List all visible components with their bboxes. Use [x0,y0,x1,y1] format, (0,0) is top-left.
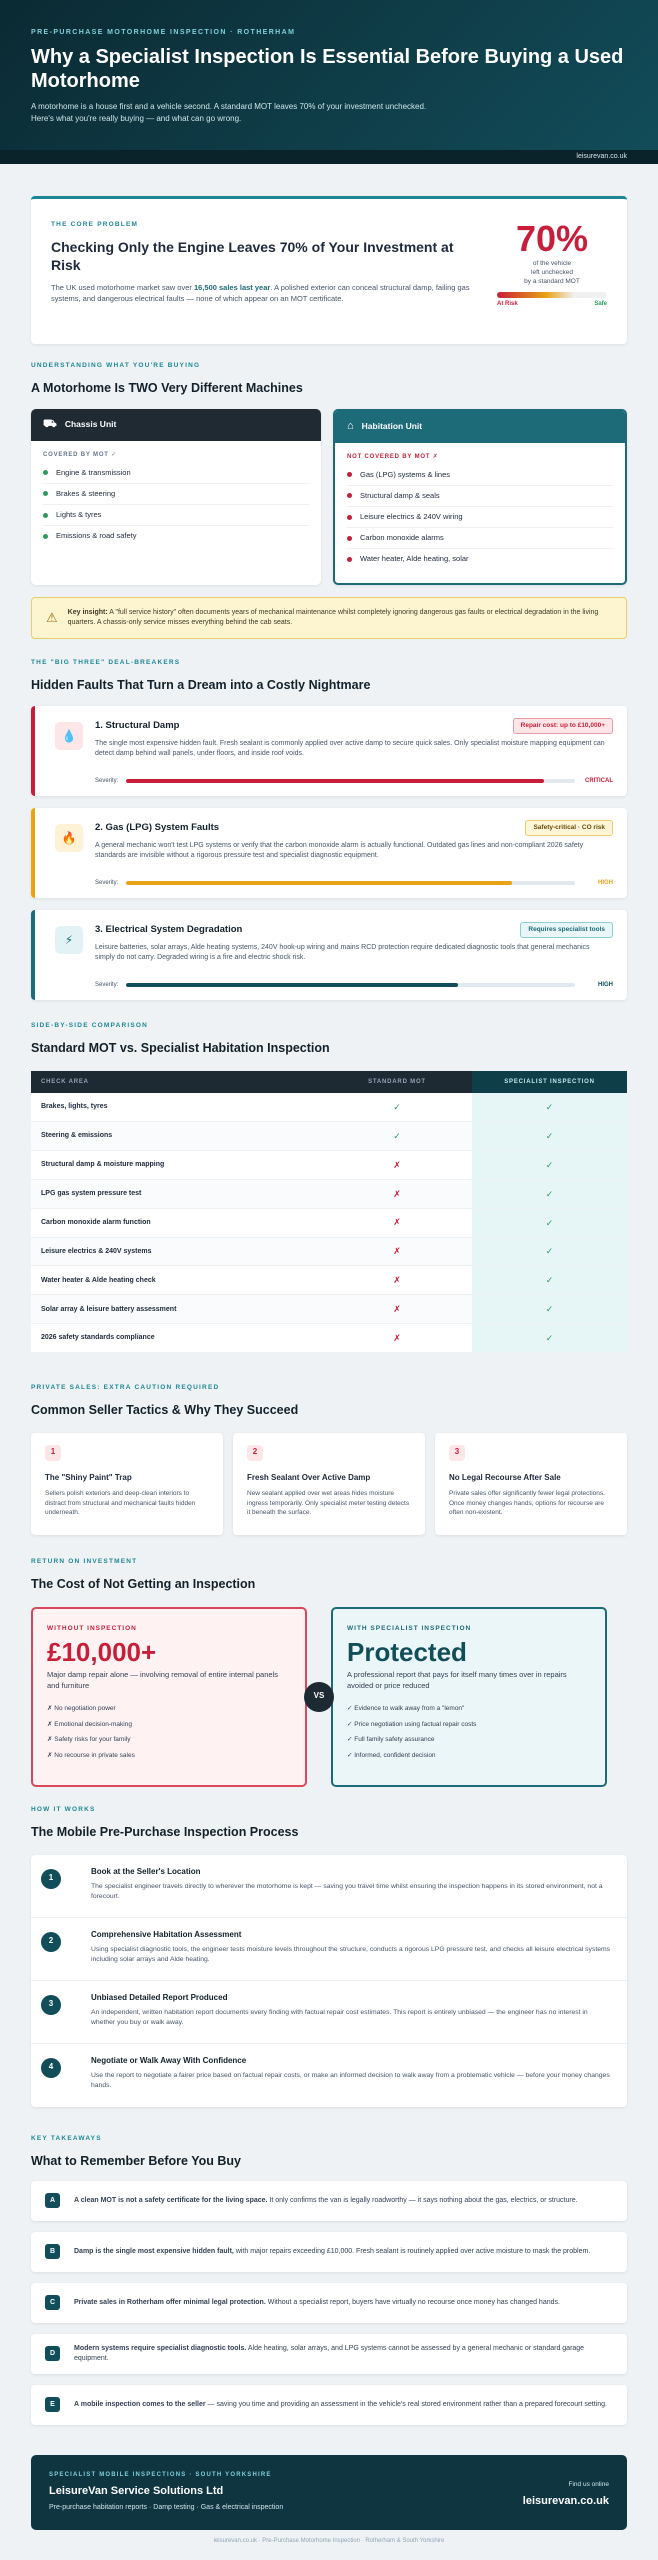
roi-list-item: ✓ Evidence to walk away from a "lemon" [347,1704,465,1712]
tactic-number: 3 [449,1445,465,1461]
table-row [31,1266,627,1295]
takeaways-list [31,2181,627,2425]
cross-icon: ✗ [393,1246,401,1257]
fault-text: A general mechanic won't test LPG systems or verify that the carbon monoxide alarm is actually functional. Outdated gas lines and non-compliant 2026 safety standards are invisible without a rigorous pressure test and specialist diagnostic equipment. [95,842,584,860]
bad-value: £10,000+ [47,1637,157,1668]
takeaways-title: What to Remember Before You Buy [31,2153,241,2168]
chassis-item [43,484,309,505]
bullet-dot-icon [347,493,352,498]
check-icon: ✓ [393,1101,401,1112]
check-area-cell: Structural damp & moisture mapping [31,1150,322,1179]
habitation-item-label: Gas (LPG) systems & lines [360,469,451,479]
fault-title: 3. Electrical System Degradation [95,923,243,935]
hero-intro-2: Here's what you're really buying — and what can go wrong. [31,114,242,124]
step-number: 3 [41,1995,61,2015]
cross-icon: ✗ [393,1159,401,1170]
footer-card [31,2455,627,2530]
tactic-title: Fresh Sealant Over Active Damp [247,1472,371,1482]
check-icon: ✓ [545,1188,554,1199]
severity-track [126,779,575,783]
faults-label: THE "BIG THREE" DEAL-BREAKERS [31,659,181,666]
chassis-coverage: COVERED BY MOT ✓ [43,451,118,458]
takeaway-letter: A [45,2193,60,2208]
bullet-dot-icon [347,472,352,477]
takeaway-item [31,2181,627,2221]
check-area-cell: Carbon monoxide alarm function [31,1208,322,1237]
stat-caption-2: left unchecked [531,269,573,276]
risk-label: At Risk [497,301,518,307]
step-text: The specialist engineer travels directly to wherever the motorhome is kept — saving you travel time whilst ensuring the inspection happens in its stored environment, not a forecourt. [91,1883,603,1901]
col-check-area: CHECK AREA [31,1071,322,1093]
specialist-cell [472,1208,627,1237]
habitation-item [347,486,613,507]
chassis-item-label: Brakes & steering [56,488,116,498]
bad-list [47,1701,291,1764]
process-title: The Mobile Pre-Purchase Inspection Process [31,1824,299,1839]
machines-title: A Motorhome Is TWO Very Different Machines [31,380,303,395]
takeaway-rest: — saving you time and providing an assessment in the vehicle's real stored environment rather than a prepared forecourt setting. [205,2400,607,2408]
bad-kicker: WITHOUT INSPECTION [47,1624,137,1632]
footer-kicker: SPECIALIST MOBILE INSPECTIONS · SOUTH YORKSHIRE [49,2472,272,2478]
stat-caption-1: of the vehicle [532,260,572,267]
table-row [31,1208,627,1237]
hero-intro-1: A motorhome is a house first and a vehicle second. A standard MOT leaves 70% of your investment unchecked. [31,102,427,112]
roi-list-item: ✗ Emotional decision-making [47,1720,132,1728]
takeaway-text [74,2400,607,2410]
takeaway-rest: with major repairs exceeding £10,000. Fresh sealant is routinely applied over active moisture to mask the problem. [233,2247,591,2255]
tactic-text: Sellers polish exteriors and deep-clean interiors to distract from structural and mechanical faults hidden underneath. [45,1490,196,1517]
takeaways-section [31,2135,627,2425]
takeaway-letter: E [45,2397,60,2412]
check-area-cell: Steering & emissions [31,1122,322,1151]
chassis-list [31,459,321,551]
hero-site-bar [0,150,658,164]
check-area-cell: 2026 safety standards compliance [31,1324,322,1353]
takeaway-item [31,2334,627,2374]
warning-icon: ⚠ [46,609,58,625]
chassis-item [43,463,309,484]
habitation-item-label: Water heater, Alde heating, solar [360,554,469,564]
habitation-item-label: Leisure electrics & 240V wiring [360,511,463,521]
droplet-icon: 💧 [55,722,83,750]
check-icon: ✓ [545,1275,554,1286]
truck-icon: ⛟ [43,418,57,431]
mot-cell [322,1122,472,1151]
tactic-title: The "Shiny Paint" Trap [45,1472,132,1482]
habitation-item-label: Structural damp & seals [360,490,440,500]
severity-label: Severity: [95,981,119,988]
tactic-number: 2 [247,1445,263,1461]
machines-label: UNDERSTANDING WHAT YOU'RE BUYING [31,362,201,369]
fault-tag: Repair cost: up to £10,000+ [513,718,613,735]
step-title: Book at the Seller's Location [91,1866,201,1876]
fault-tag: Requires specialist tools [520,922,613,939]
table-row [31,1324,627,1353]
takeaway-text [74,2196,578,2206]
severity-fill [126,983,458,987]
takeaway-letter: B [45,2244,60,2259]
hero-header [0,0,658,164]
compare-section [31,1022,627,1353]
mot-cell [322,1179,472,1208]
good-kicker: WITH SPECIALIST INSPECTION [347,1624,472,1632]
step-text: Using specialist diagnostic tools, the engineer tests moisture levels throughout the structure, conducts a rigorous LPG pressure test, and checks all leisure electrical systems including solar arrays and Alde heating. [91,1946,611,1964]
roi-list-item: ✓ Informed, confident decision [347,1752,436,1760]
stat-value: 70% [515,218,589,259]
takeaway-text [74,2344,613,2364]
takeaway-bold: Modern systems require specialist diagnostic tools. [74,2344,247,2352]
good-list [347,1701,591,1764]
bullet-dot-icon [43,491,48,496]
cross-icon: ✗ [393,1332,401,1343]
roi-label: RETURN ON INVESTMENT [31,1558,138,1565]
tactic-title: No Legal Recourse After Sale [449,1472,561,1482]
specialist-cell [472,1093,627,1122]
check-icon: ✓ [545,1246,554,1257]
fault-text: The single most expensive hidden fault. Fresh sealant is commonly applied over active damp to secure quick sales. Only specialist moisture mapping equipment can detect damp behind wall panels, under floors, and inside roof voids. [95,740,605,758]
core-label: THE CORE PROBLEM [51,221,139,228]
step-title: Unbiased Detailed Report Produced [91,1992,228,2002]
specialist-cell [472,1122,627,1151]
fault-card [31,808,627,898]
tactics-grid [31,1433,627,1535]
takeaway-item [31,2283,627,2323]
table-row [31,1295,627,1324]
mot-cell [322,1150,472,1179]
habitation-item [347,465,613,486]
table-row [31,1150,627,1179]
severity-level: HIGH [598,879,613,886]
bullet-dot-icon [43,513,48,518]
table-row [31,1122,627,1151]
tactic-card [233,1433,425,1535]
faults-section [31,659,627,1000]
vs-badge: VS [304,1682,334,1712]
specialist-cell [472,1237,627,1266]
habitation-title: Habitation Unit [361,420,423,431]
stat-caption-3: by a standard MOT [524,278,580,285]
table-row [31,1093,627,1122]
specialist-cell [472,1150,627,1179]
chassis-title: Chassis Unit [64,418,117,429]
process-step [31,2044,627,2107]
bullet-dot-icon [347,536,352,541]
step-title: Comprehensive Habitation Assessment [91,1929,242,1939]
takeaway-letter: C [45,2295,60,2310]
check-icon: ✓ [545,1217,554,1228]
roi-list-item: ✗ No recourse in private sales [47,1752,135,1760]
habitation-list [335,461,625,574]
core-title: Checking Only the Engine Leaves 70% of Your Investment at Risk [51,238,454,273]
tactics-title: Common Seller Tactics & Why They Succeed [31,1402,299,1417]
check-area-cell: Leisure electrics & 240V systems [31,1237,322,1266]
hero-intro [31,101,627,125]
process-section [31,1806,627,2107]
cross-icon: ✗ [393,1188,401,1199]
check-icon: ✓ [393,1130,401,1141]
roi-title: The Cost of Not Getting an Inspection [31,1576,256,1591]
takeaway-item [31,2232,627,2272]
key-insight-box [31,597,627,639]
page-title: Why a Specialist Inspection Is Essential Before Buying a Used Motorhome [31,46,624,93]
lightning-icon: ⚡ [55,926,83,954]
footer-site-link[interactable]: leisurevan.co.uk [522,2494,609,2507]
tactic-text: Private sales offer significantly fewer legal protections. Once money changes hands, options for recourse are often non-existent. [449,1490,605,1517]
with-inspection-card [331,1607,607,1787]
check-area-cell: Water heater & Alde heating check [31,1266,322,1295]
check-icon: ✓ [545,1333,554,1344]
tactic-card [435,1433,627,1535]
core-text-highlight: 16,500 sales last year [193,282,271,292]
check-icon: ✓ [545,1130,554,1141]
process-label: HOW IT WORKS [31,1806,96,1813]
bullet-dot-icon [347,515,352,520]
chassis-item [43,526,309,546]
mot-cell [322,1266,472,1295]
chassis-item-label: Lights & tyres [56,509,102,519]
cross-icon: ✗ [393,1304,401,1315]
cross-icon: ✗ [393,1217,401,1228]
process-step [31,1981,627,2044]
mot-cell [322,1295,472,1324]
severity-row [95,879,613,887]
insight-body: A "full service history" often documents years of mechanical maintenance whilst completely ignoring dangerous gas faults or electrical degradation in the living quarters. A chassis-only service misses everything behind the cab seats. [67,608,599,626]
fault-title: 1. Structural Damp [95,719,180,731]
habitation-item [347,528,613,549]
chassis-header [31,409,321,441]
find-us-label: Find us online [568,2481,609,2488]
severity-track [126,983,575,987]
core-text-c: . A polished exterior can conceal structural damp, failing gas systems, and dangerous electrical faults — none of which appear on an MOT certificate. [51,282,470,303]
tactics-label: PRIVATE SALES: EXTRA CAUTION REQUIRED [31,1384,220,1391]
footer-services: Pre-purchase habitation reports · Damp testing · Gas & electrical inspection [49,2503,284,2511]
check-icon: ✓ [545,1304,554,1315]
process-step [31,1918,627,1981]
mot-cell [322,1237,472,1266]
process-steps [31,1855,627,2107]
specialist-cell [472,1295,627,1324]
roi-section [31,1558,627,1787]
habitation-header [335,411,625,443]
table-row [31,1237,627,1266]
mot-cell [322,1208,472,1237]
takeaway-letter: D [45,2346,60,2361]
takeaway-rest: It only confirms the van is legally roadworthy — it says nothing about the gas, electrics, or structure. [267,2196,578,2204]
insight-text [68,608,612,628]
specialist-cell [472,1266,627,1295]
core-stat [497,219,607,308]
chassis-item [43,505,309,526]
home-icon: ⌂ [347,420,354,433]
faults-list [31,706,627,1000]
comparison-table [31,1071,627,1354]
compare-label: SIDE-BY-SIDE COMPARISON [31,1022,149,1029]
habitation-item [347,507,613,528]
risk-gradient-bar [497,292,607,298]
check-area-cell: Solar array & leisure battery assessment [31,1295,322,1324]
fault-title: 2. Gas (LPG) System Faults [95,821,220,833]
col-specialist: SPECIALIST INSPECTION [472,1071,627,1093]
check-icon: ✓ [545,1159,554,1170]
habitation-coverage: NOT COVERED BY MOT ✗ [347,453,439,460]
step-text: Use the report to negotiate a fairer price based on factual repair costs, or make an informed decision to walk away from a problematic vehicle — before your money changes hands. [91,2072,610,2090]
takeaway-item [31,2385,627,2425]
severity-fill [126,881,512,885]
habitation-item [347,549,613,569]
chassis-item-label: Engine & transmission [56,467,131,477]
faults-title: Hidden Faults That Turn a Dream into a Costly Nightmare [31,677,371,692]
takeaway-bold: A clean MOT is not a safety certificate for the living space. [74,2196,268,2204]
severity-label: Severity: [95,777,119,784]
mot-cell [322,1093,472,1122]
severity-label: Severity: [95,879,119,886]
step-number: 4 [41,2058,61,2078]
check-area-cell: Brakes, lights, tyres [31,1093,322,1122]
habitation-unit-card [333,409,627,585]
step-text: An independent, written habitation report documents every finding with factual repair cost estimates. This report is entirely unbiased — the engineer has no interest in whether you buy or walk away. [91,2009,588,2027]
core-text-a: The UK used motorhome market saw over [51,282,194,292]
takeaway-text [74,2247,590,2257]
severity-track [126,881,575,885]
col-standard-mot: STANDARD MOT [322,1071,472,1093]
good-value: Protected [347,1637,467,1668]
bad-desc: Major damp repair alone — involving removal of entire internal panels and furniture [47,1670,278,1691]
bottom-credit: leisurevan.co.uk · Pre-Purchase Motorhome Inspection · Rotherham & South Yorkshire [213,2538,445,2544]
specialist-cell [472,1324,627,1353]
mot-cell [322,1324,472,1353]
fault-tag: Safety-critical · CO risk [525,820,613,837]
tactic-card [31,1433,223,1535]
good-desc: A professional report that pays for itself many times over in repairs avoided or price reduced [347,1670,567,1691]
bullet-dot-icon [43,470,48,475]
tactic-text: New sealant applied over wet areas hides moisture ingress temporarily. Only specialist meter testing detects it beneath the surface. [247,1490,410,1517]
insight-label: Key insight: [67,608,108,616]
takeaways-label: KEY TAKEAWAYS [31,2135,102,2142]
takeaway-text [74,2298,560,2308]
severity-fill [126,779,543,783]
hero-site-link[interactable]: leisurevan.co.uk [576,153,627,160]
core-text [51,282,481,304]
check-icon: ✓ [545,1101,554,1112]
habitation-item-label: Carbon monoxide alarms [360,533,444,543]
tactics-section [31,1384,627,1535]
company-name: LeisureVan Service Solutions Ltd [49,2485,224,2498]
compare-title: Standard MOT vs. Specialist Habitation Inspection [31,1040,330,1055]
hero-kicker: PRE-PURCHASE MOTORHOME INSPECTION · ROTHERHAM [31,29,296,36]
flame-icon: 🔥 [55,824,83,852]
process-step [31,1855,627,1918]
bullet-dot-icon [43,534,48,539]
roi-list-item: ✓ Full family safety assurance [347,1736,435,1744]
chassis-unit-card [31,409,321,585]
takeaway-rest: Alde heating, solar arrays, and LPG systems cannot be assessed by a general mechanic or standard garage equipment. [74,2344,585,2362]
core-problem-card [31,196,627,344]
check-area-cell: LPG gas system pressure test [31,1179,322,1208]
fault-text: Leisure batteries, solar arrays, Alde heating systems, 240V hook-up wiring and mains RCD protection require dedicated diagnostic tools that general mechanics simply do not carry. Degraded wiring is a fire and electric shock risk. [95,944,590,962]
takeaway-bold: A mobile inspection comes to the seller [74,2400,206,2408]
fault-card [31,910,627,1000]
takeaway-bold: Damp is the single most expensive hidden fault, [74,2247,234,2255]
roi-list-item: ✗ No negotiation power [47,1704,116,1712]
tactic-number: 1 [45,1445,61,1461]
roi-list-item: ✗ Safety risks for your family [47,1736,131,1744]
without-inspection-card [31,1607,307,1787]
severity-level: HIGH [598,981,613,988]
roi-list-item: ✓ Price negotiation using factual repair costs [347,1720,477,1728]
fault-card [31,706,627,796]
chassis-item-label: Emissions & road safety [56,531,137,541]
machines-section [31,362,627,639]
step-number: 2 [41,1932,61,1952]
step-title: Negotiate or Walk Away With Confidence [91,2055,247,2065]
takeaway-rest: Without a specialist report, buyers have virtually no recourse once money has changed hands. [265,2298,560,2306]
step-number: 1 [41,1869,61,1889]
specialist-cell [472,1179,627,1208]
severity-row [95,981,613,989]
cross-icon: ✗ [393,1275,401,1286]
table-row [31,1179,627,1208]
severity-level: CRITICAL [585,777,613,784]
safe-label: Safe [594,301,607,307]
bullet-dot-icon [347,557,352,562]
takeaway-bold: Private sales in Rotherham offer minimal legal protection. [74,2298,266,2306]
severity-row [95,777,613,785]
